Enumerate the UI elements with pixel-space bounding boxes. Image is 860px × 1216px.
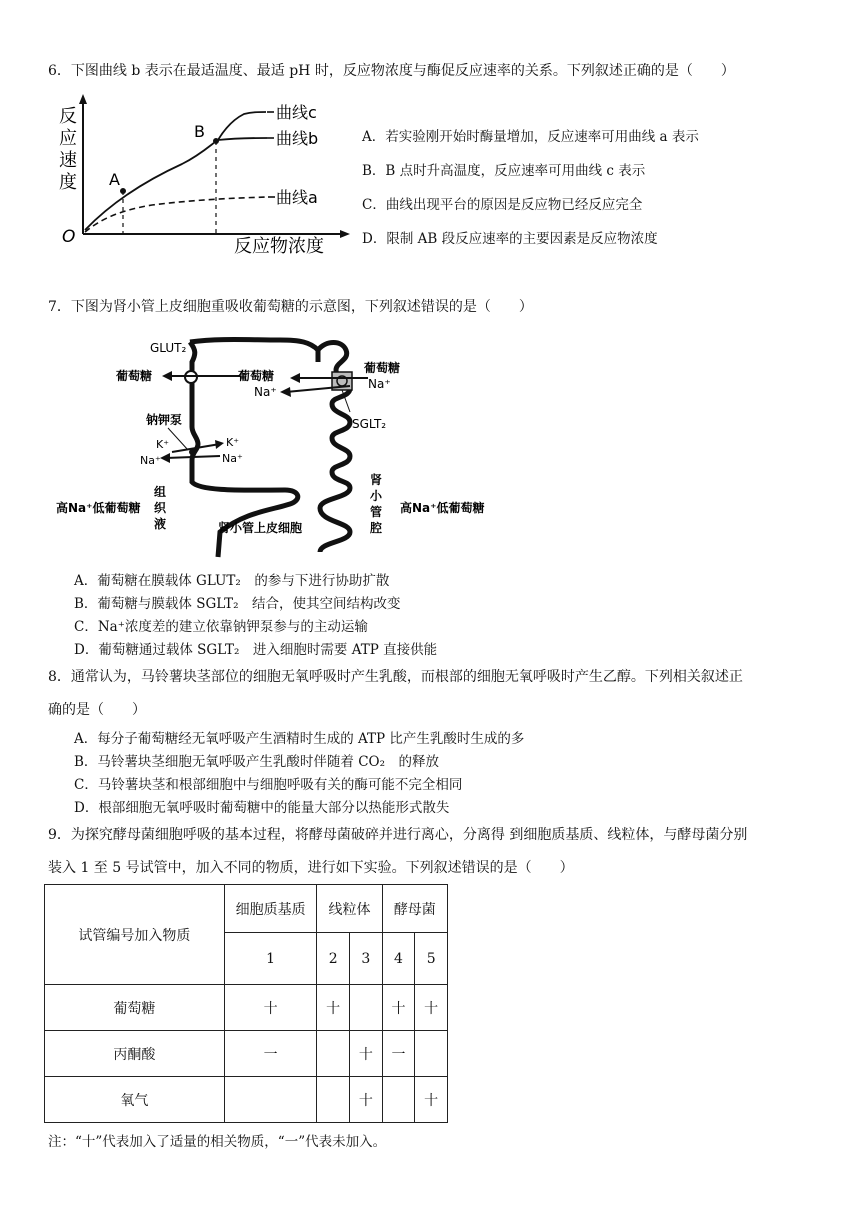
tube-1: 1 [224,933,317,985]
table-row [45,985,448,1031]
y-label-2: 应 [59,128,77,149]
row-label: 丙酮酸 [45,1031,225,1077]
point-a-label: A [109,170,120,189]
q7-stem: 7．下图为肾小管上皮细胞重吸收葡萄糖的示意图，下列叙述错误的是（ ） [48,299,533,315]
glut2-label: GLUT₂ [150,341,187,355]
table-cell [317,1031,350,1077]
q8-stem-line1: 8．通常认为，马铃薯块茎部位的细胞无氧呼吸时产生乳酸，而根部的细胞无氧呼吸时产生乙醇。下列相关叙述正 [48,669,743,685]
curve-b-label: 曲线b [276,129,319,148]
lumen-1: 肾 [370,473,383,487]
row-label: 氧气 [45,1077,225,1123]
table-row [45,1077,448,1123]
table-cell: 十 [317,985,350,1031]
tissue-fluid-2: 织 [154,501,167,515]
table-cell [317,1077,350,1123]
q6-option-c: C．曲线出现平台的原因是反应物已经反应完全 [362,197,643,213]
kidney-tubule-diagram [50,332,510,562]
q8-option-b: B．马铃薯块茎细胞无氧呼吸产生乳酸时伴随着 CO₂ 的释放 [74,754,440,770]
q8-option-d: D．根部细胞无氧呼吸时葡萄糖中的能量大部分以热能形式散失 [74,800,450,816]
table-cell: 十 [415,985,448,1031]
point-a [120,188,126,194]
glucose-mid-label: 葡萄糖 [238,369,275,383]
table-cell: 十 [224,985,317,1031]
pump-label: 钠钾泵 [146,413,183,427]
table-cell: 十 [382,985,415,1031]
tube-5: 5 [415,933,448,985]
q7-option-b: B．葡萄糖与膜载体 SGLT₂ 结合，使其空间结构改变 [74,596,401,612]
y-label-4: 度 [59,172,77,193]
lumen-4: 腔 [370,521,383,535]
q8-option-c: C．马铃薯块茎和根部细胞中与细胞呼吸有关的酶可能不完全相同 [74,777,463,793]
q7-option-a: A．葡萄糖在膜载体 GLUT₂ 的参与下进行协助扩散 [74,573,390,589]
tissue-fluid-1: 组 [154,485,167,499]
group-cytoplasm: 细胞质基质 [224,885,317,933]
table-cell: 一 [382,1031,415,1077]
lumen-2: 小 [370,489,383,503]
na-right-label: Na⁺ [368,377,391,391]
point-b-label: B [194,122,205,141]
glucose-left-label: 葡萄糖 [116,369,153,383]
q6-option-b: B．B 点时升高温度，反应速率可用曲线 c 表示 [362,163,646,179]
left-region-label: 高Na⁺低葡萄糖 [56,501,141,515]
table-corner: 试管编号加入物质 [45,885,225,985]
y-axis-arrow [79,94,87,104]
group-mitochondria: 线粒体 [317,885,382,933]
q9-stem-line1: 9．为探究酵母菌细胞呼吸的基本过程，将酵母菌破碎并进行离心，分离得 到细胞质基质、线粒体，与酵母菌分别 [48,827,748,843]
lumen-3: 管 [370,505,383,519]
table-cell [415,1031,448,1077]
k-right-label: K⁺ [226,436,240,449]
na-mid-label: Na⁺ [254,385,277,399]
q6-option-a: A．若实验刚开始时酶量增加，反应速率可用曲线 a 表示 [362,129,699,145]
q9-note: 注：“十”代表加入了适量的相关物质，“一”代表未加入。 [48,1134,387,1150]
k-left-label: K⁺ [156,438,170,451]
tube-2: 2 [317,933,350,985]
right-region-label: 高Na⁺低葡萄糖 [400,501,485,515]
q9-stem-line2: 装入 1 至 5 号试管中，加入不同的物质，进行如下实验。下列叙述错误的是（ ） [48,860,574,876]
y-label-3: 速 [59,150,77,171]
table-cell [224,1077,317,1123]
experiment-table [44,884,448,1123]
y-label-1: 反 [59,106,77,127]
origin-label: O [62,227,76,247]
tissue-fluid-3: 液 [154,517,167,531]
x-axis-arrow [340,230,350,238]
row-label: 葡萄糖 [45,985,225,1031]
enzyme-rate-graph [52,92,352,267]
q7-option-c: C．Na⁺浓度差的建立依靠钠钾泵参与的主动运输 [74,619,368,635]
table-cell: 一 [224,1031,317,1077]
curve-a [85,197,268,232]
table-cell [382,1077,415,1123]
table-cell [349,985,382,1031]
table-row [45,1031,448,1077]
na-left-label: Na⁺ [140,454,161,467]
glucose-right-label: 葡萄糖 [364,361,401,375]
table-cell: 十 [349,1077,382,1123]
q6-stem: 6．下图曲线 b 表示在最适温度、最适 pH 时，反应物浓度与酶促反应速率的关系。下列叙述正确的是（ ） [48,63,735,79]
q8-stem-line2: 确的是（ ） [48,702,146,718]
q7-option-d: D．葡萄糖通过载体 SGLT₂ 进入细胞时需要 ATP 直接供能 [74,642,438,658]
group-yeast: 酵母菌 [382,885,447,933]
table-cell: 十 [415,1077,448,1123]
q8-option-a: A．每分子葡萄糖经无氧呼吸产生酒精时生成的 ATP 比产生乳酸时生成的多 [74,731,525,747]
curve-c [218,112,266,140]
sglt2-label: SGLT₂ [352,417,387,431]
na-pump-right-label: Na⁺ [222,452,243,465]
top-membrane [190,340,318,363]
tube-3: 3 [349,933,382,985]
cell-label: 肾小管上皮细胞 [218,521,303,535]
tube-4: 4 [382,933,415,985]
curve-c-label: 曲线c [276,103,317,122]
table-cell: 十 [349,1031,382,1077]
curve-a-label: 曲线a [276,188,318,207]
q6-option-d: D．限制 AB 段反应速率的主要因素是反应物浓度 [362,231,658,247]
point-b [213,138,219,144]
x-label: 反应物浓度 [234,236,324,257]
